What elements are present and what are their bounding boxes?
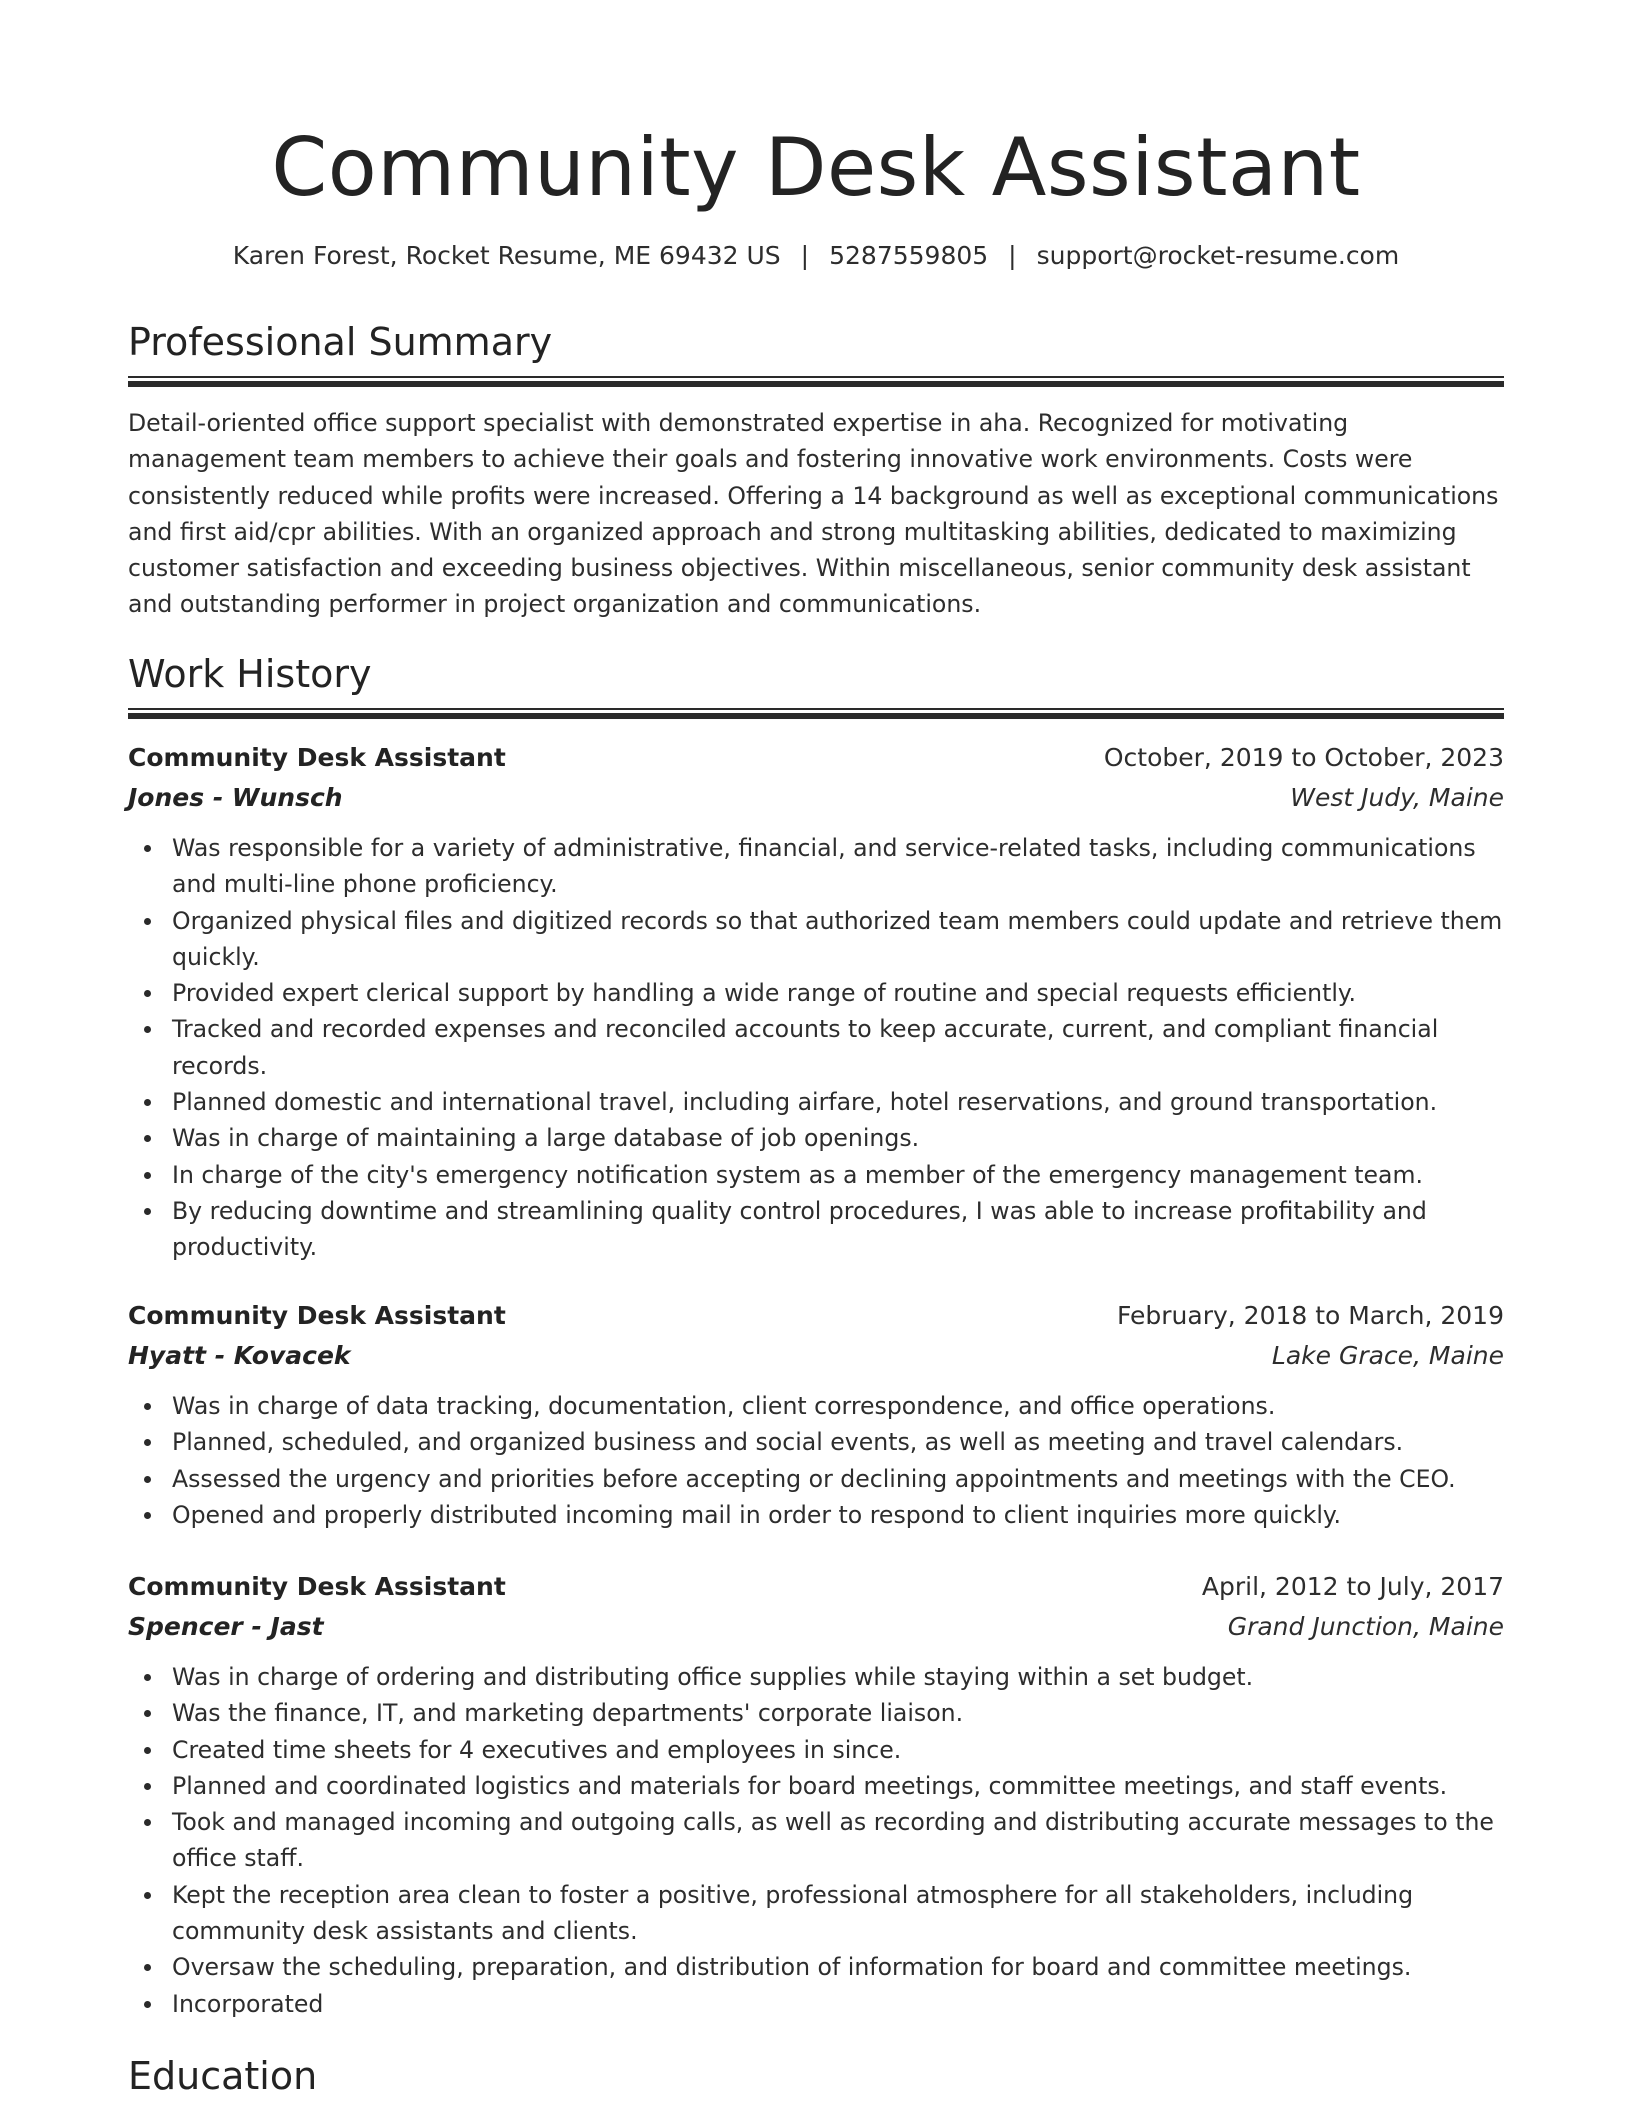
resume-title: Community Desk Assistant xyxy=(271,121,1361,214)
job-company: Hyatt - Kovacek xyxy=(128,1341,351,1370)
job-location: Grand Junction, Maine xyxy=(1227,1612,1504,1641)
contact-separator: | xyxy=(800,241,810,270)
job-bullet: Created time sheets for 4 executives and employees in since. xyxy=(128,1732,1504,1768)
job-bullet: Organized physical files and digitized records so that authorized team members could update and retrieve them quickly. xyxy=(128,903,1504,976)
job-company: Jones - Wunsch xyxy=(128,783,343,812)
job-header xyxy=(128,1296,1504,1336)
job-bullet: In charge of the city's emergency notification system as a member of the emergency management team. xyxy=(128,1157,1504,1193)
job-location: Lake Grace, Maine xyxy=(1271,1341,1504,1370)
job-header xyxy=(128,1567,1504,1607)
job-bullet-list xyxy=(128,1659,1504,2022)
job-title: Community Desk Assistant xyxy=(128,743,506,772)
summary-text: Detail-oriented office support specialist with demonstrated expertise in aha. Recognized for motivating management team members to achieve their goals and fostering innovative work environments. Costs were consistently reduced while profits were increased. Offering a 14 background as well as exceptional communications and first aid/cpr abilities. With an organized approach and strong multitasking abilities, dedicated to maximizing customer satisfaction and exceeding business objectives. Within miscellaneous, senior community desk assistant and outstanding performer in project organization and communications. xyxy=(128,409,1499,619)
job-bullet: Was the finance, IT, and marketing departments' corporate liaison. xyxy=(128,1695,1504,1731)
job-title: Community Desk Assistant xyxy=(128,1572,506,1601)
job-bullet: Oversaw the scheduling, preparation, and distribution of information for board and committee meetings. xyxy=(128,1949,1504,1985)
section-heading-work-history: Work History xyxy=(128,652,372,696)
contact-phone: 5287559805 xyxy=(829,241,989,270)
job-bullet: Planned and coordinated logistics and materials for board meetings, committee meetings, and staff events. xyxy=(128,1768,1504,1804)
job-location: West Judy, Maine xyxy=(1290,783,1504,812)
job-bullet: Was in charge of ordering and distributing office supplies while staying within a set budget. xyxy=(128,1659,1504,1695)
job-entry xyxy=(128,1296,1504,1533)
job-dates: April, 2012 to July, 2017 xyxy=(1201,1572,1504,1601)
contact-address: Karen Forest, Rocket Resume, ME 69432 US xyxy=(232,241,781,270)
job-bullet: Was responsible for a variety of administrative, financial, and service-related tasks, including communications and multi-line phone proficiency. xyxy=(128,830,1504,903)
job-subheader xyxy=(128,1336,1504,1376)
job-bullet: Incorporated xyxy=(128,1986,1504,2022)
contact-separator: | xyxy=(1008,241,1017,270)
contact-email[interactable]: support@rocket-resume.com xyxy=(1036,241,1400,270)
job-bullet: Kept the reception area clean to foster a positive, professional atmosphere for all stakeholders, including community desk assistants and clients. xyxy=(128,1877,1504,1950)
job-entry xyxy=(128,1567,1504,2022)
job-bullet: Assessed the urgency and priorities before accepting or declining appointments and meetings with the CEO. xyxy=(128,1461,1504,1497)
job-bullet: Planned domestic and international travel, including airfare, hotel reservations, and ground transportation. xyxy=(128,1084,1504,1120)
job-dates: February, 2018 to March, 2019 xyxy=(1116,1301,1504,1330)
job-bullet: Tracked and recorded expenses and reconciled accounts to keep accurate, current, and compliant financial records. xyxy=(128,1011,1504,1084)
contact-line xyxy=(128,238,1504,274)
job-bullet-list xyxy=(128,830,1504,1266)
job-subheader xyxy=(128,1607,1504,1647)
job-dates: October, 2019 to October, 2023 xyxy=(1103,743,1504,772)
section-divider xyxy=(128,708,1504,719)
section-heading-education: Education xyxy=(128,2054,318,2098)
job-bullet: Took and managed incoming and outgoing calls, as well as recording and distributing accurate messages to the office staff. xyxy=(128,1804,1504,1877)
job-company: Spencer - Jast xyxy=(128,1612,324,1641)
job-title: Community Desk Assistant xyxy=(128,1301,506,1330)
section-heading-summary: Professional Summary xyxy=(128,320,553,364)
job-entry xyxy=(128,738,1504,1266)
job-bullet: Was in charge of data tracking, documentation, client correspondence, and office operations. xyxy=(128,1388,1504,1424)
job-bullet: Was in charge of maintaining a large database of job openings. xyxy=(128,1120,1504,1156)
job-header xyxy=(128,738,1504,778)
job-subheader xyxy=(128,778,1504,818)
job-bullet: By reducing downtime and streamlining quality control procedures, I was able to increase profitability and productivity. xyxy=(128,1193,1504,1266)
job-bullet: Provided expert clerical support by handling a wide range of routine and special requests efficiently. xyxy=(128,975,1504,1011)
job-bullet: Planned, scheduled, and organized business and social events, as well as meeting and travel calendars. xyxy=(128,1424,1504,1460)
job-bullet: Opened and properly distributed incoming mail in order to respond to client inquiries more quickly. xyxy=(128,1497,1504,1533)
section-divider xyxy=(128,376,1504,387)
job-bullet-list xyxy=(128,1388,1504,1533)
